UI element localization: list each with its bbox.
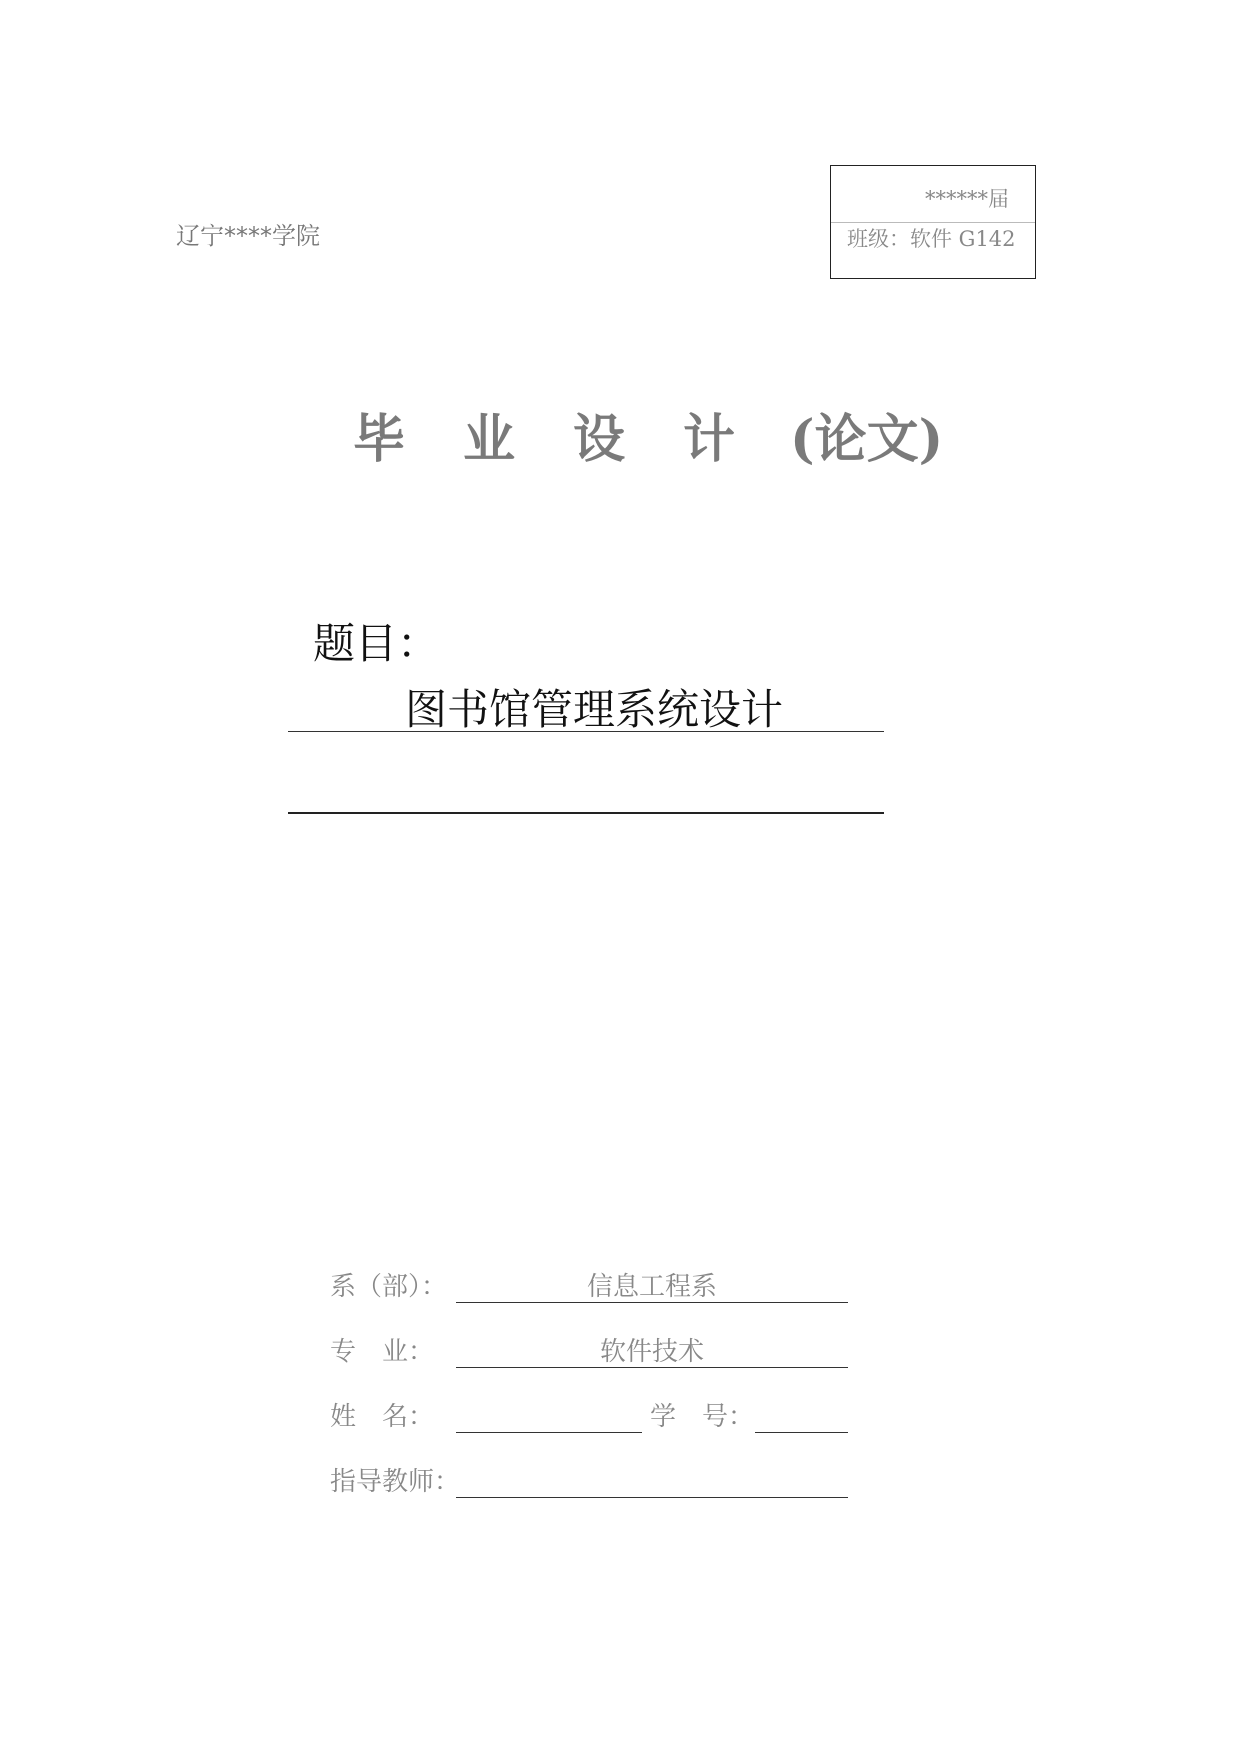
class-info-box: [830, 165, 1036, 279]
title-char-3: 设: [573, 409, 626, 470]
title-thesis-suffix: (论文): [790, 409, 944, 470]
department-label: 系（部）：: [330, 1272, 448, 1302]
title-char-1: 毕: [353, 409, 406, 470]
subject-underline-1: [288, 731, 884, 732]
graduation-session: ******届: [925, 187, 1009, 211]
department-value: 信息工程系: [586, 1272, 717, 1302]
title-char-4: 计: [683, 409, 736, 470]
student-id-label: 学 号：: [650, 1402, 755, 1432]
student-id-underline: [755, 1396, 848, 1433]
major-value: 软件技术: [599, 1337, 704, 1367]
name-label: 姓 名：: [330, 1402, 435, 1432]
title-char-2: 业: [463, 409, 516, 470]
subject-label: 题目：: [313, 619, 440, 668]
major-label: 专 业：: [330, 1337, 435, 1367]
institution-name: 辽宁****学院: [176, 222, 320, 250]
class-label: 班级：软件 G142: [847, 227, 1016, 251]
subject-underline-2: [288, 812, 884, 814]
advisor-underline: [456, 1461, 848, 1498]
advisor-label: 指导教师：: [330, 1467, 461, 1497]
name-underline: [456, 1396, 642, 1433]
subject-value: 图书馆管理系统设计: [405, 685, 784, 734]
